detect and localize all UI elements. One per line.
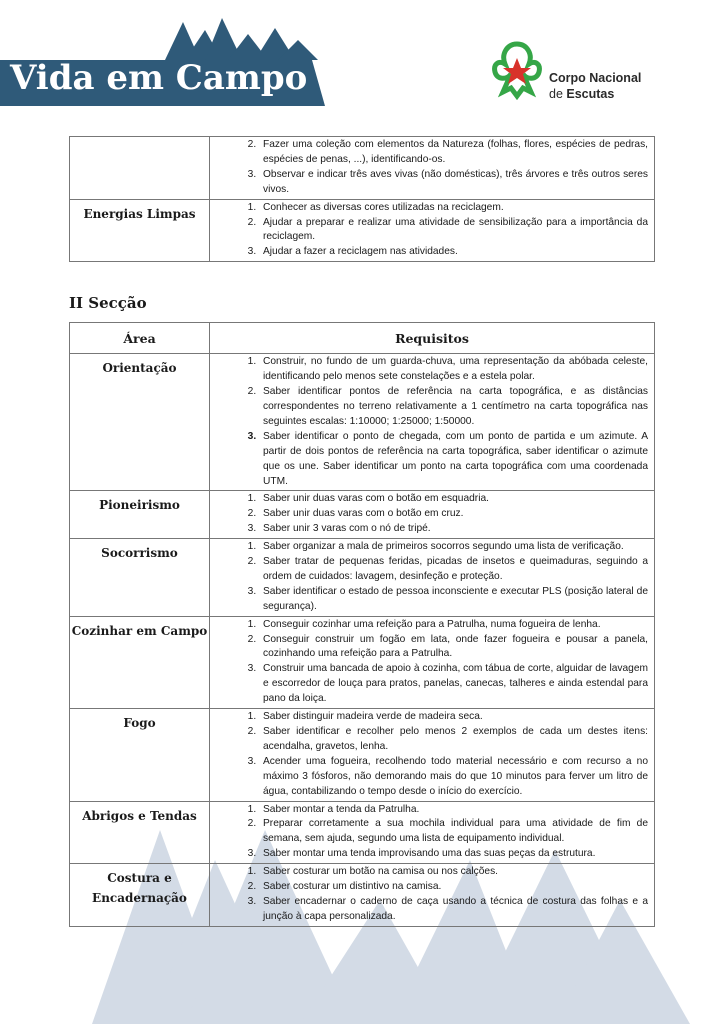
document-content bbox=[69, 136, 655, 927]
list-item: 2. Fazer uma coleção com elementos da Natureza (folhas, flores, espécies de pedras, espécies de penas, ...), identificando-os. bbox=[259, 138, 648, 168]
cne-logo-icon bbox=[489, 40, 545, 100]
table-row bbox=[70, 801, 655, 864]
area-cell: Orientação bbox=[70, 354, 210, 491]
list-item: 3. Ajudar a fazer a reciclagem nas atividades. bbox=[259, 245, 648, 260]
requirements-cell bbox=[210, 616, 655, 708]
list-item: 2. Saber identificar pontos de referência na carta topográfica, e as distâncias correspondentes no terreno relativamente a 1 centímetro na carta topográfica nas seguintes escalas: 1:10000; 1:25000; 1:50000. bbox=[259, 385, 648, 430]
area-cell: Fogo bbox=[70, 709, 210, 801]
org-line2-bold: Escutas bbox=[566, 87, 615, 101]
list-item: 1. Saber organizar a mala de primeiros socorros segundo uma lista de verificação. bbox=[259, 540, 648, 555]
table-row bbox=[70, 539, 655, 617]
list-item: 2. Conseguir construir um fogão em lata, onde fazer fogueira e pousar a panela, cozinhando uma refeição para a Patrulha. bbox=[259, 633, 648, 663]
area-cell: Pioneirismo bbox=[70, 491, 210, 539]
badge-subtitle: INSÍGNIA bbox=[10, 36, 119, 57]
requirements-cell bbox=[210, 709, 655, 801]
list-item: 3. Saber identificar o ponto de chegada, com um ponto de partida e um azimute. A partir de dois pontos de referência na carta topográfica, saber identificar o azimute que os une. Saber identificar um ponto na carta topográfica com uma coordenada UTM. bbox=[259, 430, 648, 490]
badge-main-title: Vida em Campo bbox=[10, 58, 308, 98]
area-cell: Energias Limpas bbox=[70, 199, 210, 262]
requirements-cell bbox=[210, 801, 655, 864]
org-line1: Corpo Nacional bbox=[549, 71, 642, 85]
area-cell: Abrigos e Tendas bbox=[70, 801, 210, 864]
list-item: 1. Conseguir cozinhar uma refeição para a Patrulha, numa fogueira de lenha. bbox=[259, 618, 648, 633]
list-item: 1. Saber distinguir madeira verde de madeira seca. bbox=[259, 710, 648, 725]
requirements-cell bbox=[210, 137, 655, 200]
list-item: 3. Observar e indicar três aves vivas (não domésticas), três árvores e três outros seres vivos. bbox=[259, 168, 648, 198]
area-cell: Costura e Encadernação bbox=[70, 864, 210, 927]
list-item: 3. Saber identificar o estado de pessoa inconsciente e executar PLS (posição lateral de segurança). bbox=[259, 585, 648, 615]
list-item: 1. Saber unir duas varas com o botão em esquadria. bbox=[259, 492, 648, 507]
list-item: 3. Acender uma fogueira, recolhendo todo material necessário e com recurso a no máximo 3 fósforos, não demorando mais do que 10 minutos para ferver um litro de água, contabilizando o tempo desde o início do exercício. bbox=[259, 755, 648, 800]
list-item: 3. Saber encadernar o caderno de caça usando a técnica de costura das folhas e a junção à capa personalizada. bbox=[259, 895, 648, 925]
requirements-cell bbox=[210, 864, 655, 927]
requirements-cell bbox=[210, 491, 655, 539]
list-item: 2. Saber tratar de pequenas feridas, picadas de insetos e queimaduras, seguindo a ordem de cuidados: lavagem, desinfeção e proteção. bbox=[259, 555, 648, 585]
area-cell: Cozinhar em Campo bbox=[70, 616, 210, 708]
table-row bbox=[70, 616, 655, 708]
column-header-requirements: Requisitos bbox=[210, 323, 655, 354]
table-row bbox=[70, 199, 655, 262]
organization-name bbox=[549, 70, 641, 102]
list-item: 1. Conhecer as diversas cores utilizadas na reciclagem. bbox=[259, 201, 648, 216]
table-row bbox=[70, 709, 655, 801]
list-item: 3. Saber montar uma tenda improvisando uma das suas peças da estrutura. bbox=[259, 847, 648, 862]
area-cell bbox=[70, 137, 210, 200]
area-cell: Socorrismo bbox=[70, 539, 210, 617]
section-title: II Secção bbox=[69, 294, 147, 313]
org-line2-prefix: de bbox=[549, 87, 563, 101]
list-item: 1. Saber costurar um botão na camisa ou nos calções. bbox=[259, 865, 648, 880]
list-item: 2. Saber identificar e recolher pelo menos 2 exemplos de cada um destes itens: acendalha, gravetos, lenha. bbox=[259, 725, 648, 755]
list-item: 2. Preparar corretamente a sua mochila individual para uma atividade de fim de semana, sem ajuda, segundo uma lista de equipamento individual. bbox=[259, 817, 648, 847]
requirements-cell bbox=[210, 354, 655, 491]
list-item: 3. Saber unir 3 varas com o nó de tripé. bbox=[259, 522, 648, 537]
table-row bbox=[70, 354, 655, 491]
table-row bbox=[70, 864, 655, 927]
list-item: 3. Construir uma bancada de apoio à cozinha, com tábua de corte, alguidar de lavagem e escorredor de louça para pratos, panelas, canecas, talheres e ainda estendal para pano da loiça. bbox=[259, 662, 648, 707]
list-item: 2. Saber costurar um distintivo na camisa. bbox=[259, 880, 648, 895]
list-item: 2. Ajudar a preparar e realizar uma atividade de sensibilização para a importância da reciclagem. bbox=[259, 216, 648, 246]
table-row bbox=[70, 137, 655, 200]
requirements-table-continued bbox=[69, 136, 655, 262]
column-header-area: Área bbox=[70, 323, 210, 354]
table-row bbox=[70, 491, 655, 539]
badge-title bbox=[10, 38, 307, 98]
requirements-table bbox=[69, 322, 655, 927]
requirements-cell bbox=[210, 199, 655, 262]
table-header-row bbox=[70, 323, 655, 354]
list-item: 2. Saber unir duas varas com o botão em cruz. bbox=[259, 507, 648, 522]
list-item: 1. Saber montar a tenda da Patrulha. bbox=[259, 803, 648, 818]
list-item: 1. Construir, no fundo de um guarda-chuva, uma representação da abóbada celeste, identificando pelo menos sete constelações e a estela polar. bbox=[259, 355, 648, 385]
requirements-cell bbox=[210, 539, 655, 617]
